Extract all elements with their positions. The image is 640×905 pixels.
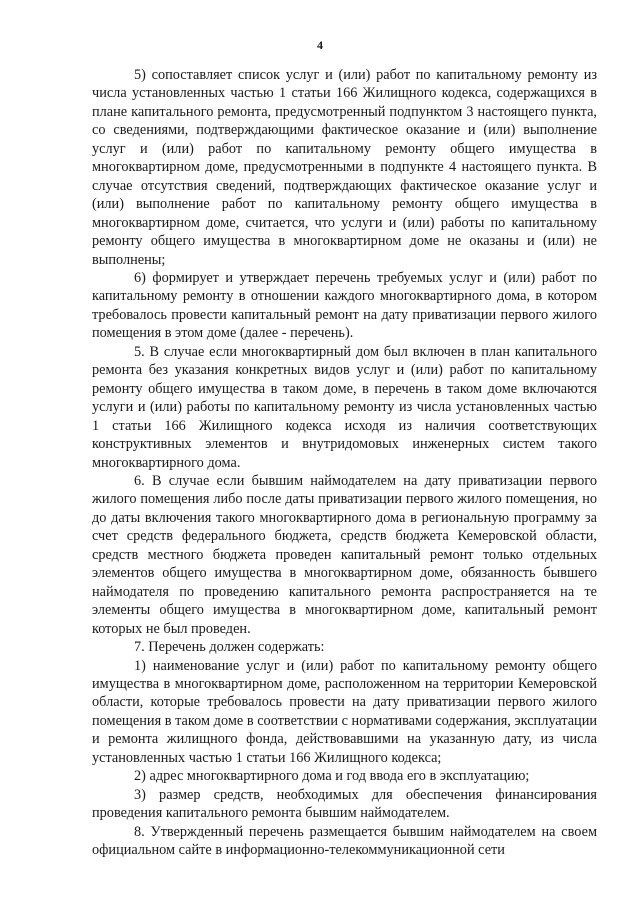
paragraph-item-6: 6) формирует и утверждает перечень требуемых услуг и (или) работ по капитальному ремонту в отношении каждого многоквартирного дома, в котором требовалось провести капитальный ремонт на дату приватизации первого жилого помещения в этом доме (далее - перечень). — [92, 269, 597, 342]
paragraph-clause-7: 7. Перечень должен содержать: — [134, 639, 325, 656]
document-body — [92, 66, 597, 859]
paragraph-clause-5: 5. В случае если многоквартирный дом был включен в план капитального ремонта без указания конкретных видов услуг и (или) работ по капитальному ремонту общего имущества в таком доме, в перечень в таком доме включаются услуги и (или) работы по капитальному ремонту из числа установленных частью 1 статьи 166 Жилищного кодекса исходя из наличия соответствующих конструктивных элементов и внутридомовых инженерных систем такого многоквартирного дома. — [92, 343, 597, 471]
paragraph-clause-6: 6. В случае если бывшим наймодателем на дату приватизации первого жилого помещения либо после даты приватизации первого жилого помещения, но до даты включения такого многоквартирного дома в региональную программу за счет средств федерального бюджета, средств бюджета Кемеровской области, средств местного бюджета проведен капитальный ремонт только отдельных элементов общего имущества в многоквартирном доме, обязанность бывшего наймодателя по проведению капитального ремонта распространяется на те элементы общего имущества в многоквартирном доме, капитальный ремонт которых не был проведен. — [92, 472, 597, 637]
paragraph-clause-7-item-2: 2) адрес многоквартирного дома и год ввода его в эксплуатацию; — [134, 768, 530, 785]
paragraph-clause-8: 8. Утвержденный перечень размещается бывшим наймодателем на своем официальном сайте в информационно-телекоммуникационной сети — [92, 823, 597, 859]
paragraph-item-5: 5) сопоставляет список услуг и (или) работ по капитальному ремонту из числа установленных частью 1 статьи 166 Жилищного кодекса, содержащихся в плане капитального ремонта, предусмотренный подпунктом 3 настоящего пункта, со сведениями, подтверждающими фактическое оказание и (или) выполнение услуг и (или) работ по капитальному ремонту общего имущества в многоквартирном доме, предусмотренными в подпункте 4 настоящего пункта. В случае отсутствия сведений, подтверждающих фактическое оказание услуг и (или) выполнение работ по капитальному ремонту общего имущества в многоквартирном доме, считается, что услуги и (или) работы по капитальному ремонту общего имущества в многоквартирном доме не оказаны и (или) не выполнены; — [92, 67, 597, 268]
paragraph-clause-7-item-1: 1) наименование услуг и (или) работ по капитальному ремонту общего имущества в многоквартирном доме, расположенном на территории Кемеровской области, которые требовалось провести на дату приватизации первого жилого помещения в таком доме в соответствии с нормативами содержания, эксплуатации и ремонта жилищного фонда, действовавшими на указанную дату, из числа установленных частью 1 статьи 166 Жилищного кодекса; — [92, 657, 597, 766]
paragraph-clause-7-item-3: 3) размер средств, необходимых для обеспечения финансирования проведения капитального ремонта бывшим наймодателем. — [92, 786, 597, 822]
page-number: 4 — [317, 38, 323, 52]
